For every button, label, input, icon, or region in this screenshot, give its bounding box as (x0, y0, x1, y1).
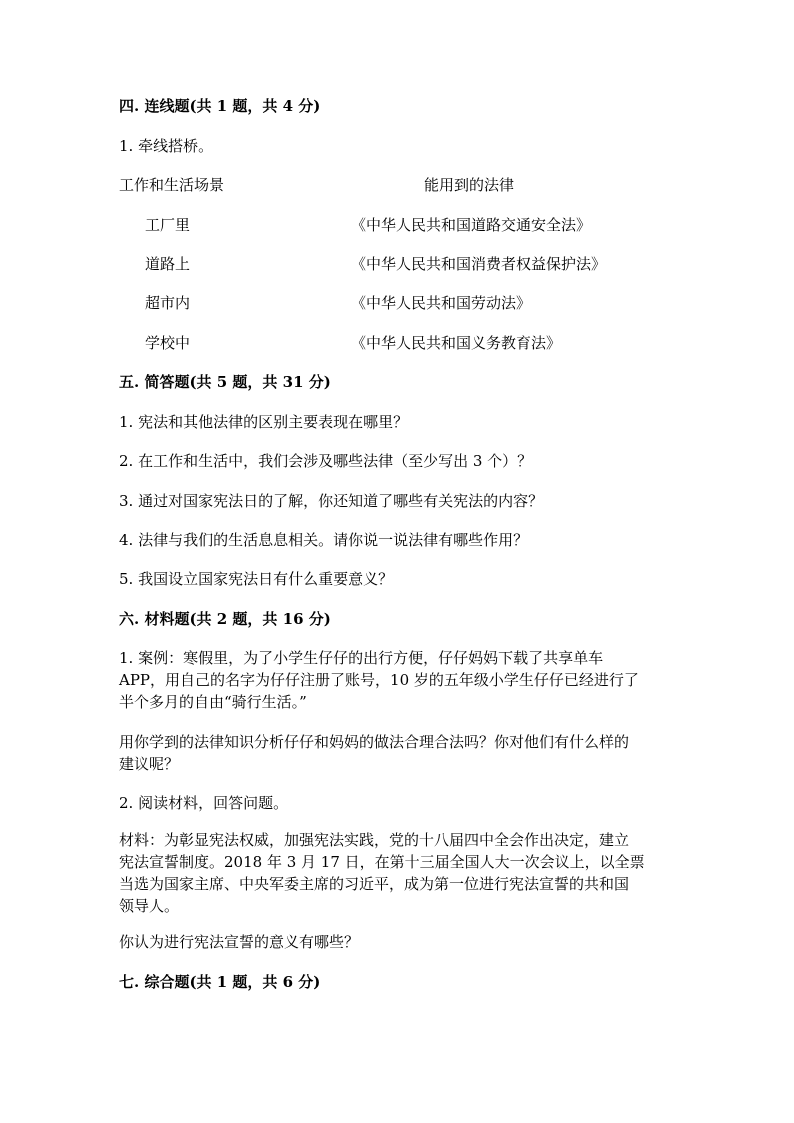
text-line: 1. 案例：寒假里，为了小学生仔仔的出行方便，仔仔妈妈下载了共享单车 (119, 649, 604, 667)
match-left-item: 道路上 (145, 255, 191, 273)
text-line: 建议呢？ (119, 755, 180, 773)
text-line: 当选为国家主席、中央军委主席的习近平，成为第一位进行宪法宣誓的共和国 (119, 875, 630, 893)
question-6-2-ask: 你认为进行宪法宣誓的意义有哪些？ (119, 933, 360, 951)
text-line: APP，用自己的名字为仔仔注册了账号，10 岁的五年级小学生仔仔已经进行了 (119, 671, 639, 689)
section-heading-6: 六. 材料题(共 2 题，共 16 分) (119, 610, 331, 628)
question-5-3: 3. 通过对国家宪法日的了解，你还知道了哪些有关宪法的内容？ (119, 492, 544, 510)
match-right-item: 《中华人民共和国义务教育法》 (351, 334, 562, 352)
match-left-item: 学校中 (145, 334, 191, 352)
left-column-header: 工作和生活场景 (119, 176, 225, 194)
match-right-item: 《中华人民共和国消费者权益保护法》 (351, 255, 607, 273)
match-left-item: 工厂里 (145, 216, 191, 234)
question-4-1: 1. 牵线搭桥。 (119, 137, 214, 155)
text-line: 用你学到的法律知识分析仔仔和妈妈的做法合理合法吗？你对他们有什么样的 (119, 733, 630, 751)
question-6-1-ask (119, 731, 679, 775)
question-5-1: 1. 宪法和其他法律的区别主要表现在哪里？ (119, 413, 409, 431)
question-6-1-case (119, 647, 679, 713)
question-5-4: 4. 法律与我们的生活息息相关。请你说一说法律有哪些作用？ (119, 531, 529, 549)
question-6-2-material (119, 829, 679, 917)
section-heading-7: 七. 综合题(共 1 题，共 6 分) (119, 973, 321, 991)
question-6-2: 2. 阅读材料，回答问题。 (119, 794, 289, 812)
right-column-header: 能用到的法律 (424, 176, 515, 194)
match-right-item: 《中华人民共和国劳动法》 (351, 294, 532, 312)
text-line: 半个多月的自由“骑行生活。” (119, 693, 307, 711)
section-heading-5: 五. 简答题(共 5 题，共 31 分) (119, 373, 331, 391)
question-5-5: 5. 我国设立国家宪法日有什么重要意义？ (119, 570, 394, 588)
section-heading-4: 四. 连线题(共 1 题，共 4 分) (119, 97, 321, 115)
question-5-2: 2. 在工作和生活中，我们会涉及哪些法律（至少写出 3 个）？ (119, 452, 533, 470)
text-line: 领导人。 (119, 897, 180, 915)
text-line: 宪法宣誓制度。2018 年 3 月 17 日，在第十三届全国人大一次会议上，以全票 (119, 853, 645, 871)
text-line: 材料：为彰显宪法权威，加强宪法实践，党的十八届四中全会作出决定，建立 (119, 831, 630, 849)
match-left-item: 超市内 (145, 294, 191, 312)
match-right-item: 《中华人民共和国道路交通安全法》 (351, 216, 592, 234)
